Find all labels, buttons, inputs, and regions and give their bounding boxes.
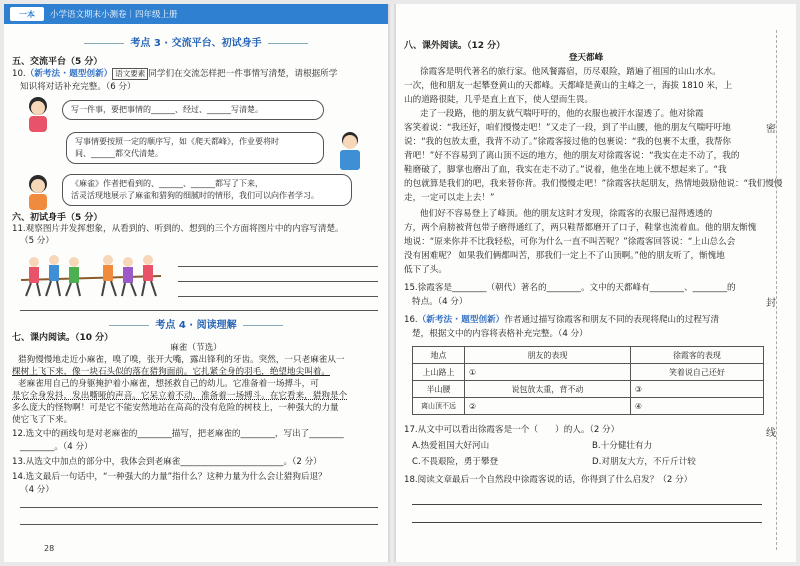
q13-text: 13.从选文中加点的部分中，我体会到老麻雀________________________。（2 分）: [12, 457, 322, 467]
table-cell[interactable]: ①: [465, 364, 631, 381]
answer-line[interactable]: [178, 281, 378, 282]
table-row: [413, 364, 764, 381]
q15-score: 特点。（4 分）: [412, 297, 468, 307]
q18-text: 18.阅读文章最后一个自然段中徐霞客说的话，你得到了什么启发？（2 分）: [404, 475, 693, 485]
seal-mark-mi: 密: [766, 124, 776, 135]
tug-of-war-illustration: [16, 250, 166, 300]
table-cell: 离山顶不远: [413, 398, 465, 415]
article-line: 没有困难呢？ 如果我们俩都叫苦，那我们一定上不了山顶啊。”他的朋友听了，惭愧地: [404, 251, 725, 261]
table-row: [413, 381, 764, 398]
table-cell: 笑着说自己还好: [630, 364, 763, 381]
answer-line[interactable]: [20, 524, 378, 525]
q14-text: 14.选文最后一句话中，“一种强大的力量”指什么？这种力量为什么会让猎狗后退？: [12, 472, 327, 482]
seal-mark-feng: 封: [766, 298, 776, 309]
answer-line[interactable]: [20, 507, 378, 508]
article-title: 登天都峰: [568, 53, 604, 63]
article-line: 的包就算是我们的吧，我来替你背。我们慢慢走吧！”徐霞客扶起朋友，热情地鼓励他说：“我们慢慢: [404, 179, 783, 189]
option-c[interactable]: C.不畏艰险，勇于攀登: [412, 457, 499, 467]
article-line: 一次，他和朋友一起攀登黄山的天都峰。天都峰是黄山的主峰之一，海拔 1810 米，上: [404, 81, 733, 91]
article-line: 背吧！”好不容易到了离山顶不远的地方，他的朋友对徐霞客说：“我实在走不动了，我的: [404, 151, 740, 161]
q17-text: 17.从文中可以看出徐霞客是一个（ ）的人。（2 分）: [404, 425, 620, 435]
article-line: 低下了头。: [404, 265, 447, 275]
article-line: 方，两个肩膀被背包带子磨得通红了，两只鞋帮都磨开了口子，鞋掌也流着血。他的朋友惭愧: [404, 223, 757, 233]
article-line: 山的道路很陡，几乎是直上直下，使人望而生畏。: [404, 95, 594, 105]
page-number: 28: [44, 544, 55, 553]
answer-line[interactable]: [412, 522, 762, 523]
table-cell: 半山腰: [413, 381, 465, 398]
article-line: 客笑着说：“我还好，咱们慢慢走吧！”又走了一段，到了半山腰，他的朋友气喘吁吁地: [404, 123, 731, 133]
table-cell: 上山路上: [413, 364, 465, 381]
q11-score: （5 分）: [20, 236, 54, 246]
section-heading-kd4: 考点 4 · 阅读理解: [4, 316, 388, 331]
article-line: 说：“我的包放太重，我背不动了。”徐霞客接过他的包裹说：“我的包裹不太重，我帮你: [404, 137, 732, 147]
brand-logo: 一本: [10, 7, 44, 21]
article-line: 鞋磨破了，脚掌也磨出了血，我实在走不动了。”说着，他坐在地上就不想起来了。“我: [404, 165, 727, 175]
seal-mark-xian: 线: [766, 428, 776, 439]
article-line: 走，一定可以走上去！”: [404, 193, 495, 203]
passage-title: 麻雀（节选）: [170, 343, 222, 353]
table-cell: 说包放太重，背不动: [465, 381, 631, 398]
dialog-bubble-3: 《麻雀》作者把看到的、______、______都写了下来， 活灵活现地展示了麻雀和猎狗的细腻时的情形，我们可以向作者学习。: [62, 174, 352, 206]
header-title: 小学语文期末小测卷｜四年级上册: [50, 10, 178, 20]
q16-line1: 16.（新考法 · 题型创新）作者通过描写徐霞客和朋友不同的表现将爬山的过程写清: [404, 315, 720, 325]
article-line: 地说：“原来你并不比我轻松，可你为什么一直不叫苦呢？”徐霞客回答说：“上山总么会: [404, 237, 736, 247]
table-header: 地点: [413, 347, 465, 364]
q12-text: 12.选文中的画线句是对老麻雀的________描写，把老麻雀的________，写出了________: [12, 429, 344, 439]
right-page: [396, 4, 796, 562]
section-heading-kd3: 考点 3 · 交流平台、初试身手: [4, 34, 388, 49]
q12-continuation: ________。（4 分）: [20, 442, 93, 452]
q8-heading: 八、课外阅读。（12 分）: [404, 41, 506, 51]
table-header: 朋友的表现: [465, 347, 631, 364]
q16-line2: 楚，根据文中的内容将表格补充完整。（4 分）: [412, 329, 588, 339]
left-page: [4, 4, 388, 562]
option-a[interactable]: A.热爱祖国大好河山: [412, 441, 490, 451]
q15-text: 15.徐霞客是________（朝代）著名的________。文中的天都峰有________、________的: [404, 283, 736, 293]
answer-line[interactable]: [178, 296, 378, 297]
binding-gutter: [388, 4, 396, 562]
passage-line: 多么庞大的怪物啊！可是它不能安然地站在高高的没有危险的树枝上，一种强大的力量: [12, 403, 339, 413]
article-line: 他们好不容易登上了峰顶。他的朋友这时才发现，徐霞客的衣服已湿得透透的: [420, 209, 713, 219]
passage-line: 老麻雀用自己的身躯掩护着小麻雀，想拯救自己的幼儿。它准备着一场搏斗，可: [18, 379, 319, 389]
answer-line[interactable]: [412, 504, 762, 505]
article-line: 徐霞客是明代著名的旅行家。他风餐露宿，历尽艰险，踏遍了祖国的山山水水。: [420, 67, 721, 77]
dialog-bubble-1: 写一件事，要把事情的______、经过、______写清楚。: [62, 100, 324, 120]
q14-score: （4 分）: [20, 485, 54, 495]
q11-text: 11.观察图片并发挥想象，从看到的、听到的、想到的三个方面将图片中的内容写清楚。: [12, 224, 344, 234]
girl-figure-2: [18, 172, 58, 212]
passage-line: 是它全身发抖，发出嘶哑的声音。它呆立着不动，准备着一场搏斗。在它看来，猎狗是个: [12, 391, 348, 401]
q5-heading: 五、交流平台（5 分）: [12, 57, 103, 67]
table-cell[interactable]: ③: [630, 381, 763, 398]
answer-line[interactable]: [20, 310, 378, 311]
passage-line: 猎狗慢慢地走近小麻雀，嗅了嗅，张开大嘴，露出锋利的牙齿。突然，一只老麻雀从一: [18, 355, 345, 365]
answer-line[interactable]: [178, 266, 378, 267]
option-b[interactable]: B.十分健壮有力: [592, 441, 653, 451]
q10-line1: 10.（新考法 · 题型创新） 语文要素 同学们在交流怎样把一件事情写清楚，请根据所学: [12, 69, 338, 79]
option-d[interactable]: D.对朋友大方，不斤斤计较: [592, 457, 696, 467]
q7-heading: 七、课内阅读。（10 分）: [12, 333, 114, 343]
table-cell[interactable]: ④: [630, 398, 763, 415]
seal-line: [776, 30, 777, 550]
table-cell[interactable]: ②: [465, 398, 631, 415]
boy-figure: [330, 130, 370, 174]
passage-line: 使它飞了下来。: [12, 415, 73, 425]
passage-line: 棵树上飞下来，像一块石头似的落在猎狗面前。它扎紧全身的羽毛，绝望地尖叫着。: [12, 367, 330, 377]
girl-figure-1: [18, 94, 58, 134]
table-row: [413, 398, 764, 415]
comparison-table: [412, 346, 764, 415]
q6-heading: 六、初试身手（5 分）: [12, 213, 103, 223]
article-line: 走了一段路，他的朋友就气喘吁吁的，他的衣服也被汗水湿透了。他对徐霞: [420, 109, 704, 119]
table-header: 徐霞客的表现: [630, 347, 763, 364]
q10-line2: 知识将对话补充完整。（6 分）: [20, 82, 136, 92]
page-header: [4, 4, 388, 24]
dialog-bubble-2: 写事情要按照一定的顺序写，如《爬天都峰》，作业要将时 间、______都交代清楚。: [66, 132, 324, 164]
